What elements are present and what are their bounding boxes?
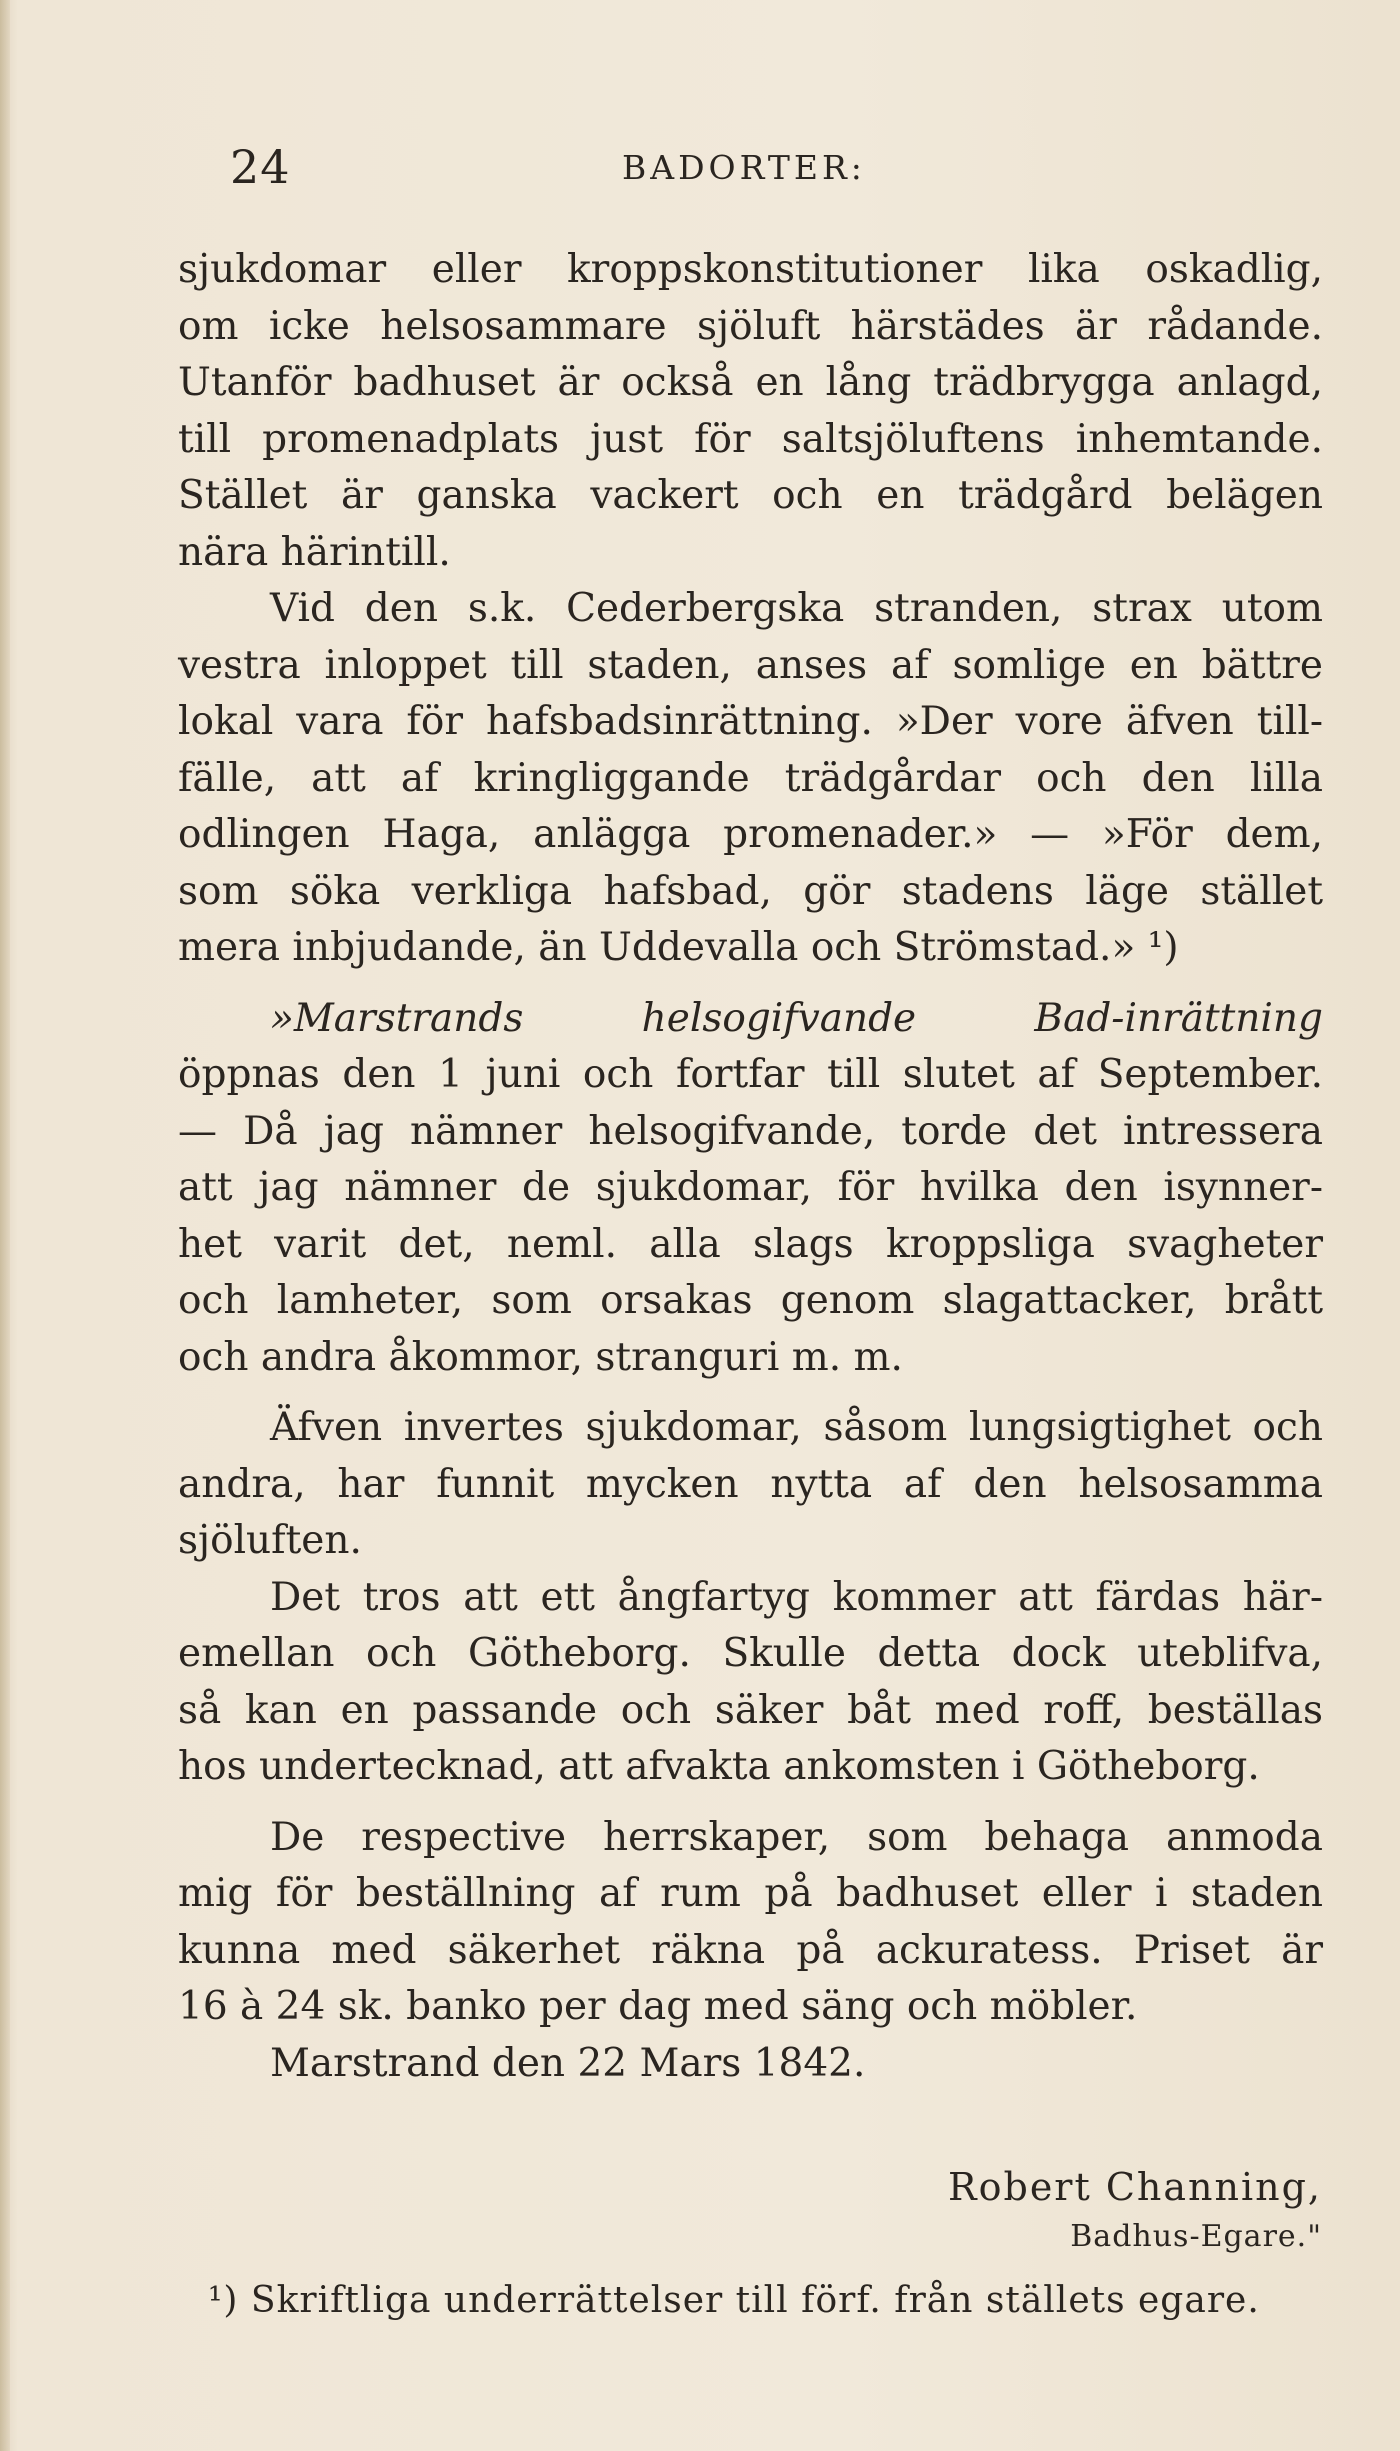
paragraph-gap: [178, 1796, 1323, 1810]
paragraph-gap: [178, 977, 1323, 991]
text-line: och andra åkommor, stranguri m. m.: [178, 1334, 903, 1380]
signature-title: Badhus-Egare.": [1070, 2219, 1322, 2254]
text-line: lokal vara för hafsbadsinrättning. »Der vore äfven till-: [178, 699, 1323, 744]
text-line: öppnas den 1 juni och fortfar till slutet af September.: [178, 1052, 1323, 1097]
text-line: mig för beställning af rum på badhuset eller i staden: [178, 1871, 1323, 1916]
footnote: ¹) Skriftliga underrättelser till förf. från ställets egare.: [208, 2280, 1260, 2321]
text-line: 16 à 24 sk. banko per dag med säng och möbler.: [178, 1984, 1138, 2029]
text-line: och lamheter, som orsakas genom slagattacker, brått: [178, 1278, 1323, 1323]
text-line: — Då jag nämner helsogifvande, torde det intressera: [178, 1108, 1323, 1154]
text-line: nära härintill.: [178, 529, 451, 575]
text-line: Vid den s.k. Cederbergska stranden, strax utom: [270, 586, 1323, 631]
text-line: kunna med säkerhet räkna på ackuratess. Priset är: [178, 1927, 1323, 1973]
text-line: Marstrand den 22 Mars 1842.: [270, 2040, 866, 2086]
text-line: så kan en passande och säker båt med roff, beställas: [178, 1687, 1323, 1733]
text-line: vestra inloppet till staden, anses af somlige en bättre: [178, 642, 1323, 688]
text-line: Utanför badhuset är också en lång trädbrygga anlagd,: [178, 360, 1323, 405]
text-line: andra, har funnit mycken nytta af den helsosamma: [178, 1461, 1323, 1507]
page-header: [230, 140, 1330, 210]
text-line: »Marstrands helsogifvande Bad-inrättning: [270, 995, 1323, 1041]
text-line: sjukdomar eller kroppskonstitutioner lika oskadlig,: [178, 247, 1323, 292]
text-line: Stället är ganska vackert och en trädgård belägen: [178, 473, 1323, 518]
text-line: hos undertecknad, att afvakta ankomsten i Götheborg.: [178, 1744, 1260, 1789]
text-line: att jag nämner de sjukdomar, för hvilka den isynner-: [178, 1165, 1323, 1210]
page-edge: [0, 0, 10, 2451]
signature-name: Robert Channing,: [948, 2165, 1322, 2209]
text-line: Det tros att ett ångfartyg kommer att färdas här-: [270, 1574, 1323, 1620]
text-line: odlingen Haga, anlägga promenader.» — »För dem,: [178, 812, 1323, 857]
body-text: [178, 242, 1323, 2092]
text-line: fälle, att af kringliggande trädgårdar och den lilla: [178, 755, 1323, 801]
paragraph-gap: [178, 1386, 1323, 1400]
text-line: till promenadplats just för saltsjöluftens inhemtande.: [178, 416, 1323, 462]
text-line: sjöluften.: [178, 1518, 362, 1563]
text-line: om icke helsosammare sjöluft härstädes är rådande.: [178, 303, 1323, 349]
text-line: som söka verkliga hafsbad, gör stadens läge stället: [178, 868, 1323, 914]
text-line: mera inbjudande, än Uddevalla och Strömstad.» ¹): [178, 925, 1179, 970]
signature: [948, 2165, 1322, 2254]
running-head: BADORTER:: [622, 148, 866, 187]
text-line: emellan och Götheborg. Skulle detta dock uteblifva,: [178, 1631, 1323, 1676]
text-line: De respective herrskaper, som behaga anmoda: [270, 1814, 1323, 1860]
text-line: Äfven invertes sjukdomar, såsom lungsigtighet och: [270, 1405, 1323, 1450]
page-number: 24: [230, 140, 291, 194]
text-line: het varit det, neml. alla slags kroppsliga svagheter: [178, 1221, 1323, 1267]
